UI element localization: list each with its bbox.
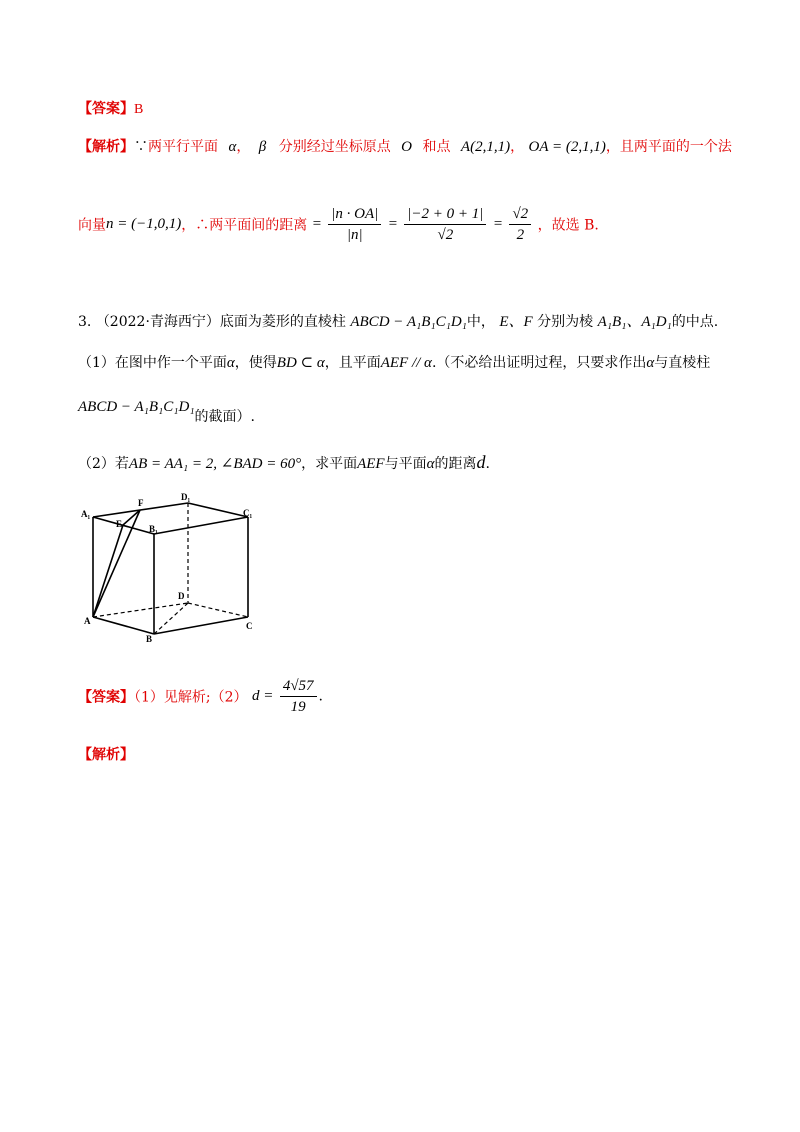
question-text-3: 的中点. — [671, 314, 719, 330]
because-symbol: ∵ — [134, 139, 148, 155]
part-2-line — [78, 452, 490, 473]
label-F: F — [138, 498, 144, 508]
answer-text: （1）见解析;（2） — [134, 689, 248, 706]
vector-OA: OA = (2,1,1) — [528, 139, 606, 155]
condition-AEF-parallel: AEF // α — [380, 355, 432, 371]
fraction-1-denominator: |n| — [346, 227, 363, 243]
question-number: 3. — [78, 314, 92, 330]
label-B: B — [146, 634, 153, 644]
part-2-text-2: 与平面 — [384, 456, 427, 472]
alpha-symbol: α — [226, 355, 235, 371]
fraction-2-denominator: √2 — [437, 227, 454, 243]
analysis-text-4: ，且两平面的一个法 — [605, 139, 732, 155]
comma: ， — [510, 139, 525, 155]
question-text-1: 中， — [466, 314, 495, 330]
part-1-text-4: 与直棱柱 — [654, 355, 711, 371]
analysis-text-6: 两平面间的距离 — [209, 217, 308, 234]
comma: ， — [236, 139, 251, 155]
fraction-3-numerator: √2 — [509, 204, 531, 225]
condition-BD-in-alpha: BD ⊂ α — [276, 355, 325, 371]
part-2-text-4: . — [485, 456, 490, 472]
answer-tag: 【答案】 — [78, 101, 134, 117]
edges: A₁B₁、A₁D₁ — [597, 314, 672, 330]
question-text-2: 分别为棱 — [537, 314, 594, 330]
edge-A-D — [93, 603, 188, 617]
answer-line-1 — [78, 98, 143, 118]
label-D: D — [178, 591, 185, 601]
analysis-text-7: ，故选 B. — [537, 217, 599, 234]
label-E: E — [116, 519, 123, 529]
points-EF: E、F — [499, 314, 533, 330]
answer-fraction — [280, 676, 317, 717]
question-source: （2022·青海西宁）底面为菱形的直棱柱 — [95, 314, 346, 330]
analysis-text-1: 两平行平面 — [148, 139, 218, 155]
label-A1: A₁ — [81, 509, 91, 519]
fraction-2-numerator: |−2 + 0 + 1| — [404, 204, 486, 225]
alpha-symbol: α — [646, 355, 655, 371]
question-3-line — [78, 310, 718, 331]
d-equals: d = — [251, 688, 274, 704]
equals-sign: = — [311, 216, 322, 232]
edge-A-B — [93, 617, 154, 634]
fraction-3 — [509, 204, 531, 245]
part-1-text-1: ，使得 — [234, 355, 277, 371]
label-D1: D₁ — [181, 492, 191, 502]
edge-A-E — [93, 525, 123, 617]
alpha-symbol: α — [426, 456, 435, 472]
part-2-condition: AB = AA₁ = 2, ∠BAD = 60° — [128, 456, 302, 472]
analysis-text-3: 和点 — [422, 139, 451, 155]
part-2-text-1: ，求平面 — [301, 456, 358, 472]
therefore-symbol: ，∴ — [181, 217, 210, 234]
prism-diagram — [78, 490, 268, 645]
answer-fraction-denominator: 19 — [290, 699, 306, 715]
answer-value: B — [134, 102, 144, 117]
prism-figure — [78, 490, 268, 645]
normal-vector: n = (−1,0,1) — [106, 216, 182, 232]
part-1-line-2 — [78, 396, 255, 425]
edge-D1-C1 — [188, 503, 248, 517]
edge-B1-C1 — [154, 517, 248, 534]
part-2-prefix: （2）若 — [78, 456, 129, 472]
part-1-prefix: （1）在图中作一个平面 — [78, 355, 227, 371]
analysis-tag-2: 【解析】 — [78, 747, 134, 763]
equals-sign: = — [492, 216, 503, 232]
equals-sign: = — [387, 216, 398, 232]
part-1-text-5: 的截面）. — [194, 409, 255, 425]
distance-d: d — [476, 452, 486, 472]
origin-O: O — [401, 139, 413, 155]
label-C1: C₁ — [243, 508, 253, 518]
analysis-line-1 — [78, 136, 732, 156]
part-1-text-2: ，且平面 — [324, 355, 381, 371]
fraction-2 — [404, 204, 486, 245]
fraction-3-denominator: 2 — [516, 227, 525, 243]
analysis-text-2: 分别经过坐标原点 — [278, 139, 391, 155]
analysis-text-5: 向量 — [78, 217, 106, 234]
analysis-line-2 — [78, 204, 599, 245]
fraction-1-numerator: |n · OA| — [328, 204, 381, 225]
analysis-line-3 — [78, 744, 134, 764]
alpha-symbol: α — [228, 139, 237, 155]
fraction-1 — [328, 204, 381, 245]
label-C: C — [246, 621, 253, 631]
answer-line-2 — [78, 676, 323, 717]
label-B1: B₁ — [149, 524, 158, 534]
prism-name: ABCD − A₁B₁C₁D₁ — [78, 399, 195, 415]
edge-B-C — [154, 617, 248, 634]
point-A: A(2,1,1) — [460, 139, 511, 155]
answer-tag: 【答案】 — [78, 689, 134, 706]
plane-AEF: AEF — [357, 456, 385, 472]
answer-fraction-numerator: 4√57 — [280, 676, 317, 697]
part-1-line-1 — [78, 352, 710, 372]
part-2-text-3: 的距离 — [434, 456, 477, 472]
answer-period: . — [318, 688, 323, 705]
edge-D-C — [188, 603, 248, 617]
beta-symbol: β — [258, 139, 267, 155]
analysis-tag: 【解析】 — [78, 139, 134, 155]
prism-name: ABCD − A₁B₁C₁D₁ — [350, 314, 467, 330]
part-1-text-3: .（不必给出证明过程，只要求作出 — [431, 355, 647, 371]
label-A: A — [84, 616, 91, 626]
